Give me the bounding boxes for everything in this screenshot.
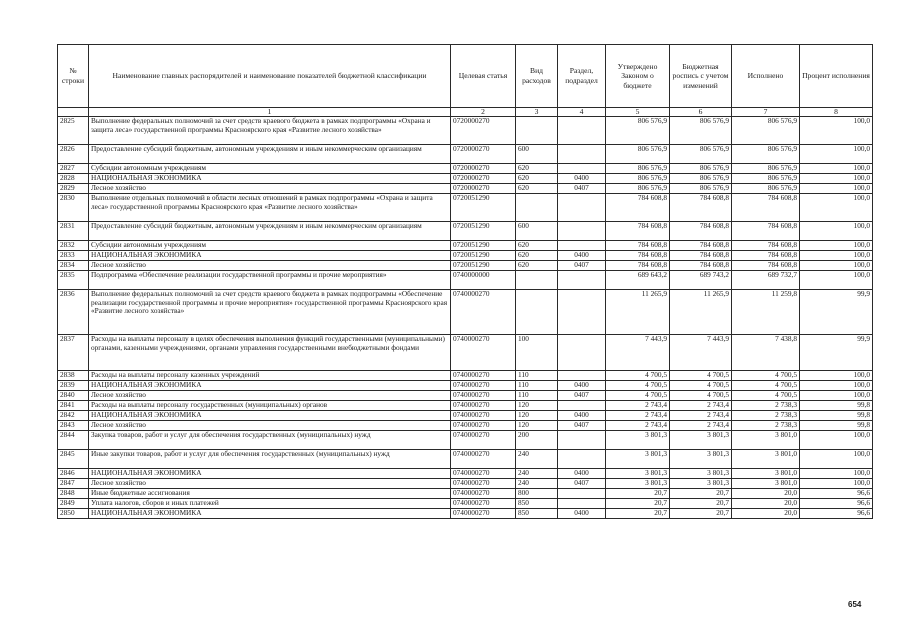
row-budget-schedule: 689 743,2 [670, 271, 732, 290]
row-target-code: 0720051290 [451, 261, 516, 271]
row-executed: 20,0 [732, 499, 800, 509]
row-name: Расходы на выплаты персоналу в целях обеспечения выполнения функций государственными (муниципальными) органами, казенными учреждениями, органами управления государственными внебюджетными фондами [89, 335, 451, 371]
row-budget-schedule: 20,7 [670, 489, 732, 499]
row-name: Предоставление субсидий бюджетным, автономным учреждениям и иным некоммерческим организациям [89, 145, 451, 164]
row-approved: 4 700,5 [606, 381, 670, 391]
row-approved: 3 801,3 [606, 431, 670, 450]
column-number: 7 [732, 108, 800, 117]
row-section: 0407 [558, 261, 606, 271]
row-executed: 784 608,8 [732, 261, 800, 271]
column-number: 5 [606, 108, 670, 117]
row-executed: 3 801,0 [732, 479, 800, 489]
row-budget-schedule: 3 801,3 [670, 479, 732, 489]
row-number: 2845 [58, 450, 89, 469]
row-section [558, 431, 606, 450]
row-name: Выполнение отдельных полномочий в области лесных отношений в рамках подпрограммы «Охрана и защита леса» государственной программы Красноярского края «Развитие лесного хозяйства» [89, 194, 451, 222]
row-approved: 4 700,5 [606, 371, 670, 381]
row-target-code: 0740000270 [451, 489, 516, 499]
row-section: 0400 [558, 509, 606, 519]
row-target-code: 0720000270 [451, 164, 516, 174]
budget-table [57, 44, 873, 519]
row-number: 2826 [58, 145, 89, 164]
row-expense-type: 620 [516, 251, 558, 261]
row-budget-schedule: 3 801,3 [670, 450, 732, 469]
row-budget-schedule: 806 576,9 [670, 164, 732, 174]
row-executed: 784 608,8 [732, 222, 800, 241]
row-percent: 100,0 [800, 117, 873, 145]
row-section: 0407 [558, 184, 606, 194]
row-target-code: 0740000270 [451, 479, 516, 489]
table-row [58, 401, 873, 411]
row-section: 0407 [558, 421, 606, 431]
row-executed: 2 738,3 [732, 411, 800, 421]
row-number: 2828 [58, 174, 89, 184]
row-target-code: 0740000270 [451, 381, 516, 391]
table-row [58, 290, 873, 335]
row-section [558, 401, 606, 411]
row-percent: 100,0 [800, 145, 873, 164]
row-name: НАЦИОНАЛЬНАЯ ЭКОНОМИКА [89, 411, 451, 421]
row-executed: 11 259,8 [732, 290, 800, 335]
row-expense-type: 620 [516, 241, 558, 251]
row-name: НАЦИОНАЛЬНАЯ ЭКОНОМИКА [89, 381, 451, 391]
row-executed: 806 576,9 [732, 117, 800, 145]
row-percent: 99,9 [800, 290, 873, 335]
row-section [558, 271, 606, 290]
row-name: Расходы на выплаты персоналу казенных учреждений [89, 371, 451, 381]
row-number: 2848 [58, 489, 89, 499]
row-executed: 2 738,3 [732, 421, 800, 431]
row-section: 0400 [558, 469, 606, 479]
row-section [558, 335, 606, 371]
row-budget-schedule: 4 700,5 [670, 391, 732, 401]
row-number: 2825 [58, 117, 89, 145]
row-executed: 4 700,5 [732, 391, 800, 401]
table-row [58, 117, 873, 145]
row-name: Лесное хозяйство [89, 391, 451, 401]
row-percent: 100,0 [800, 271, 873, 290]
row-expense-type: 240 [516, 469, 558, 479]
row-name: НАЦИОНАЛЬНАЯ ЭКОНОМИКА [89, 174, 451, 184]
table-row [58, 479, 873, 489]
row-number: 2840 [58, 391, 89, 401]
row-expense-type: 240 [516, 479, 558, 489]
row-target-code: 0740000270 [451, 499, 516, 509]
row-percent: 100,0 [800, 381, 873, 391]
row-expense-type: 120 [516, 411, 558, 421]
row-name: Лесное хозяйство [89, 479, 451, 489]
row-target-code: 0740000270 [451, 509, 516, 519]
row-target-code: 0720000270 [451, 174, 516, 184]
row-expense-type: 600 [516, 145, 558, 164]
row-executed: 3 801,0 [732, 450, 800, 469]
row-percent: 96,6 [800, 489, 873, 499]
row-target-code: 0740000270 [451, 401, 516, 411]
column-number: 1 [89, 108, 451, 117]
table-row [58, 271, 873, 290]
row-target-code: 0720051290 [451, 251, 516, 261]
row-approved: 784 608,8 [606, 194, 670, 222]
row-budget-schedule: 2 743,4 [670, 401, 732, 411]
row-approved: 689 643,2 [606, 271, 670, 290]
row-percent: 100,0 [800, 479, 873, 489]
row-percent: 100,0 [800, 194, 873, 222]
row-percent: 100,0 [800, 251, 873, 261]
table-row [58, 509, 873, 519]
row-target-code: 0740000270 [451, 421, 516, 431]
row-percent: 96,6 [800, 499, 873, 509]
table-row [58, 469, 873, 479]
row-approved: 20,7 [606, 489, 670, 499]
row-section [558, 117, 606, 145]
row-number: 2846 [58, 469, 89, 479]
row-executed: 7 438,8 [732, 335, 800, 371]
row-percent: 100,0 [800, 391, 873, 401]
column-number [58, 108, 89, 117]
column-number-row [58, 108, 873, 117]
table-row [58, 164, 873, 174]
header-section: Раздел, подраздел [558, 45, 606, 108]
row-percent: 100,0 [800, 371, 873, 381]
row-name: Лесное хозяйство [89, 261, 451, 271]
row-budget-schedule: 784 608,8 [670, 194, 732, 222]
column-number: 3 [516, 108, 558, 117]
row-budget-schedule: 806 576,9 [670, 145, 732, 164]
row-executed: 3 801,0 [732, 469, 800, 479]
table-row [58, 251, 873, 261]
table-row [58, 391, 873, 401]
row-target-code: 0740000270 [451, 469, 516, 479]
table-row [58, 411, 873, 421]
row-expense-type: 800 [516, 489, 558, 499]
row-budget-schedule: 11 265,9 [670, 290, 732, 335]
table-row [58, 222, 873, 241]
column-number: 2 [451, 108, 516, 117]
header-name: Наименование главных распорядителей и наименование показателей бюджетной классификации [89, 45, 451, 108]
row-percent: 100,0 [800, 222, 873, 241]
row-section [558, 145, 606, 164]
row-expense-type: 200 [516, 431, 558, 450]
row-approved: 7 443,9 [606, 335, 670, 371]
column-number: 6 [670, 108, 732, 117]
table-row [58, 261, 873, 271]
row-name: Предоставление субсидий бюджетным, автономным учреждениям и иным некоммерческим организациям [89, 222, 451, 241]
row-approved: 2 743,4 [606, 421, 670, 431]
row-executed: 689 732,7 [732, 271, 800, 290]
row-budget-schedule: 2 743,4 [670, 421, 732, 431]
row-executed: 784 608,8 [732, 241, 800, 251]
row-target-code: 0720051290 [451, 222, 516, 241]
row-section [558, 164, 606, 174]
row-executed: 2 738,3 [732, 401, 800, 411]
row-budget-schedule: 20,7 [670, 509, 732, 519]
row-percent: 100,0 [800, 174, 873, 184]
row-name: Уплата налогов, сборов и иных платежей [89, 499, 451, 509]
row-approved: 784 608,8 [606, 241, 670, 251]
row-number: 2839 [58, 381, 89, 391]
row-approved: 4 700,5 [606, 391, 670, 401]
row-expense-type: 850 [516, 509, 558, 519]
table-row [58, 381, 873, 391]
row-executed: 806 576,9 [732, 174, 800, 184]
row-budget-schedule: 806 576,9 [670, 117, 732, 145]
row-number: 2836 [58, 290, 89, 335]
row-approved: 784 608,8 [606, 261, 670, 271]
row-number: 2830 [58, 194, 89, 222]
row-executed: 3 801,0 [732, 431, 800, 450]
row-percent: 99,9 [800, 335, 873, 371]
table-row [58, 489, 873, 499]
row-number: 2847 [58, 479, 89, 489]
header-row-number: № строки [58, 45, 89, 108]
row-number: 2838 [58, 371, 89, 381]
row-section [558, 241, 606, 251]
row-number: 2843 [58, 421, 89, 431]
row-number: 2827 [58, 164, 89, 174]
table-row [58, 450, 873, 469]
table-row [58, 174, 873, 184]
row-approved: 3 801,3 [606, 469, 670, 479]
row-target-code: 0740000270 [451, 431, 516, 450]
row-number: 2831 [58, 222, 89, 241]
row-approved: 2 743,4 [606, 401, 670, 411]
row-number: 2842 [58, 411, 89, 421]
row-expense-type: 120 [516, 401, 558, 411]
row-name: Субсидии автономным учреждениям [89, 164, 451, 174]
row-section: 0400 [558, 381, 606, 391]
row-name: Иные закупки товаров, работ и услуг для обеспечения государственных (муниципальных) нужд [89, 450, 451, 469]
row-target-code: 0740000270 [451, 411, 516, 421]
row-budget-schedule: 784 608,8 [670, 222, 732, 241]
row-expense-type: 620 [516, 164, 558, 174]
header-executed: Исполнено [732, 45, 800, 108]
row-budget-schedule: 4 700,5 [670, 381, 732, 391]
row-expense-type: 240 [516, 450, 558, 469]
header-budget-schedule: Бюджетная роспись с учетом изменений [670, 45, 732, 108]
row-expense-type: 850 [516, 499, 558, 509]
row-number: 2844 [58, 431, 89, 450]
row-name: Лесное хозяйство [89, 421, 451, 431]
table-row [58, 431, 873, 450]
row-expense-type: 110 [516, 371, 558, 381]
row-executed: 806 576,9 [732, 164, 800, 174]
row-name: Субсидии автономным учреждениям [89, 241, 451, 251]
row-number: 2849 [58, 499, 89, 509]
row-expense-type: 120 [516, 421, 558, 431]
row-section [558, 489, 606, 499]
row-budget-schedule: 784 608,8 [670, 241, 732, 251]
row-executed: 20,0 [732, 509, 800, 519]
row-budget-schedule: 806 576,9 [670, 184, 732, 194]
row-approved: 3 801,3 [606, 479, 670, 489]
row-section [558, 450, 606, 469]
row-budget-schedule: 784 608,8 [670, 251, 732, 261]
row-target-code: 0740000270 [451, 290, 516, 335]
table-row [58, 371, 873, 381]
row-budget-schedule: 4 700,5 [670, 371, 732, 381]
table-row [58, 499, 873, 509]
row-expense-type: 110 [516, 381, 558, 391]
row-executed: 806 576,9 [732, 145, 800, 164]
row-approved: 806 576,9 [606, 145, 670, 164]
row-name: НАЦИОНАЛЬНАЯ ЭКОНОМИКА [89, 469, 451, 479]
row-number: 2832 [58, 241, 89, 251]
row-name: НАЦИОНАЛЬНАЯ ЭКОНОМИКА [89, 509, 451, 519]
row-number: 2837 [58, 335, 89, 371]
row-target-code: 0720051290 [451, 241, 516, 251]
row-expense-type: 600 [516, 222, 558, 241]
row-budget-schedule: 3 801,3 [670, 469, 732, 479]
table-row [58, 184, 873, 194]
row-name: НАЦИОНАЛЬНАЯ ЭКОНОМИКА [89, 251, 451, 261]
row-executed: 806 576,9 [732, 184, 800, 194]
row-percent: 100,0 [800, 184, 873, 194]
row-name: Подпрограмма «Обеспечение реализации государственной программы и прочие мероприятия» [89, 271, 451, 290]
row-section: 0400 [558, 411, 606, 421]
row-budget-schedule: 20,7 [670, 499, 732, 509]
row-number: 2829 [58, 184, 89, 194]
row-percent: 100,0 [800, 469, 873, 479]
header-row [58, 45, 873, 108]
row-budget-schedule: 806 576,9 [670, 174, 732, 184]
row-executed: 4 700,5 [732, 371, 800, 381]
row-expense-type: 620 [516, 184, 558, 194]
row-approved: 806 576,9 [606, 117, 670, 145]
page-number: 654 [848, 600, 862, 609]
row-percent: 100,0 [800, 431, 873, 450]
row-section: 0400 [558, 174, 606, 184]
row-section [558, 371, 606, 381]
row-expense-type [516, 271, 558, 290]
row-budget-schedule: 3 801,3 [670, 431, 732, 450]
row-executed: 784 608,8 [732, 194, 800, 222]
row-approved: 2 743,4 [606, 411, 670, 421]
table-row [58, 145, 873, 164]
row-target-code: 0740000270 [451, 391, 516, 401]
row-name: Расходы на выплаты персоналу государственных (муниципальных) органов [89, 401, 451, 411]
row-section: 0407 [558, 391, 606, 401]
row-percent: 99,8 [800, 401, 873, 411]
row-number: 2850 [58, 509, 89, 519]
row-number: 2835 [58, 271, 89, 290]
row-number: 2841 [58, 401, 89, 411]
table-row [58, 335, 873, 371]
row-name: Выполнение федеральных полномочий за счет средств краевого бюджета в рамках подпрограммы «Обеспечение реализации государственной программы и прочие мероприятия» государственной программы Красноярского края «Развитие лесного хозяйства» [89, 290, 451, 335]
header-expense-type: Вид расходов [516, 45, 558, 108]
row-target-code: 0720000270 [451, 117, 516, 145]
row-target-code: 0740000000 [451, 271, 516, 290]
row-expense-type: 110 [516, 391, 558, 401]
row-section [558, 222, 606, 241]
row-budget-schedule: 2 743,4 [670, 411, 732, 421]
row-percent: 99,8 [800, 421, 873, 431]
table-row [58, 241, 873, 251]
row-approved: 806 576,9 [606, 174, 670, 184]
header-approved: Утверждено Законом о бюджете [606, 45, 670, 108]
row-approved: 784 608,8 [606, 251, 670, 261]
row-target-code: 0740000270 [451, 335, 516, 371]
row-expense-type [516, 194, 558, 222]
row-name: Выполнение федеральных полномочий за счет средств краевого бюджета в рамках подпрограммы «Охрана и защита леса» государственной программы Красноярского края «Развитие лесного хозяйства» [89, 117, 451, 145]
column-number: 8 [800, 108, 873, 117]
row-target-code: 0720051290 [451, 194, 516, 222]
row-approved: 20,7 [606, 499, 670, 509]
row-percent: 99,8 [800, 411, 873, 421]
row-budget-schedule: 7 443,9 [670, 335, 732, 371]
row-executed: 784 608,8 [732, 251, 800, 261]
row-expense-type [516, 117, 558, 145]
row-section: 0407 [558, 479, 606, 489]
header-percent: Процент исполнения [800, 45, 873, 108]
row-percent: 100,0 [800, 450, 873, 469]
row-name: Закупка товаров, работ и услуг для обеспечения государственных (муниципальных) нужд [89, 431, 451, 450]
row-budget-schedule: 784 608,8 [670, 261, 732, 271]
row-percent: 100,0 [800, 261, 873, 271]
row-percent: 100,0 [800, 164, 873, 174]
row-number: 2834 [58, 261, 89, 271]
row-target-code: 0720000270 [451, 184, 516, 194]
row-name: Лесное хозяйство [89, 184, 451, 194]
row-number: 2833 [58, 251, 89, 261]
row-approved: 784 608,8 [606, 222, 670, 241]
row-section [558, 499, 606, 509]
row-executed: 20,0 [732, 489, 800, 499]
row-expense-type: 100 [516, 335, 558, 371]
row-section [558, 194, 606, 222]
row-expense-type: 620 [516, 261, 558, 271]
row-approved: 3 801,3 [606, 450, 670, 469]
row-approved: 806 576,9 [606, 184, 670, 194]
row-section: 0400 [558, 251, 606, 261]
row-expense-type [516, 290, 558, 335]
row-target-code: 0720000270 [451, 145, 516, 164]
row-approved: 20,7 [606, 509, 670, 519]
row-target-code: 0740000270 [451, 450, 516, 469]
table-row [58, 421, 873, 431]
row-name: Иные бюджетные ассигнования [89, 489, 451, 499]
column-number: 4 [558, 108, 606, 117]
header-target-article: Целевая статья [451, 45, 516, 108]
row-expense-type: 620 [516, 174, 558, 184]
row-approved: 806 576,9 [606, 164, 670, 174]
row-executed: 4 700,5 [732, 381, 800, 391]
row-percent: 96,6 [800, 509, 873, 519]
row-percent: 100,0 [800, 241, 873, 251]
row-section [558, 290, 606, 335]
row-approved: 11 265,9 [606, 290, 670, 335]
table-row [58, 194, 873, 222]
row-target-code: 0740000270 [451, 371, 516, 381]
